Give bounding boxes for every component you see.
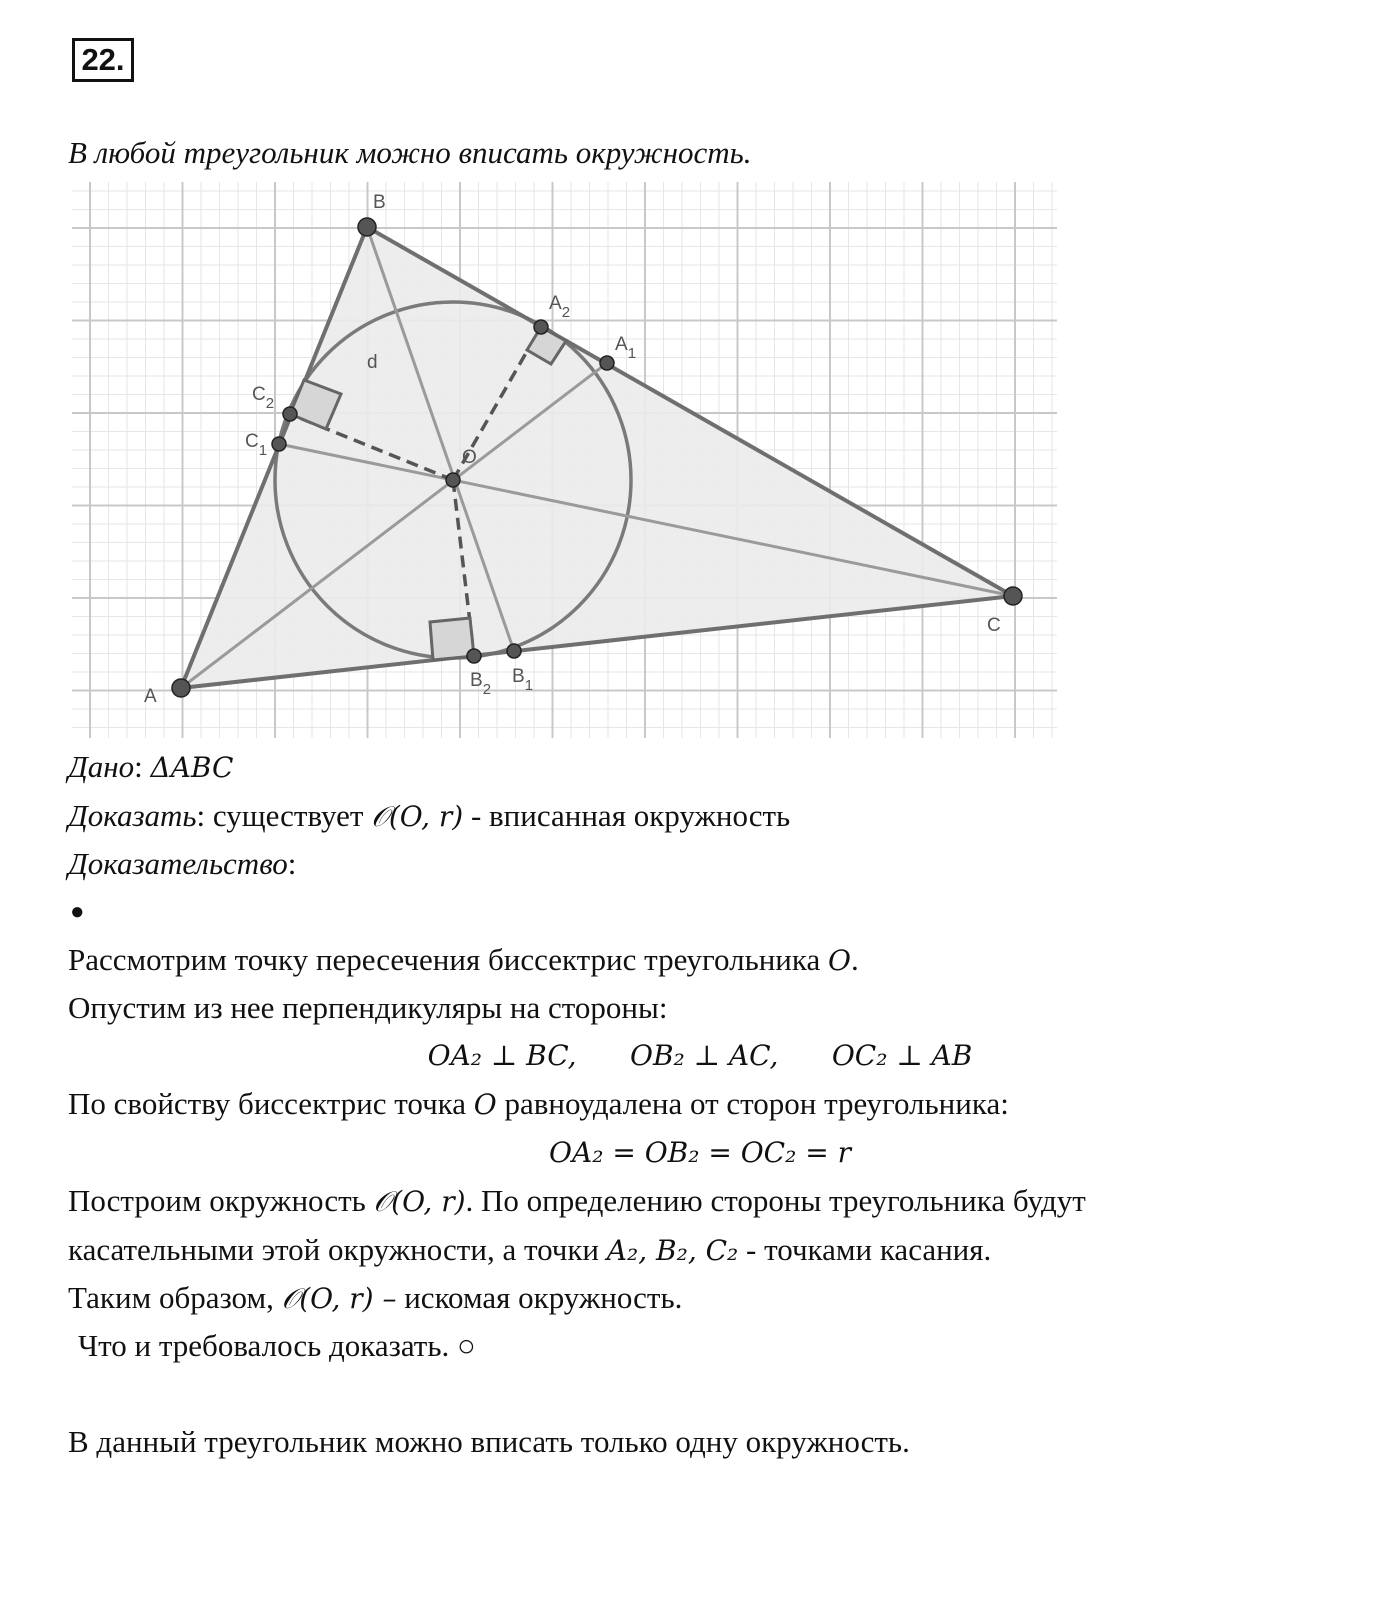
label-c2: $C_2$ xyxy=(252,384,275,412)
point-a1 xyxy=(600,356,614,370)
point-c xyxy=(1004,587,1022,605)
point-b2 xyxy=(467,649,481,663)
triangle-figure xyxy=(72,182,1062,742)
point-o xyxy=(446,473,460,487)
triangle-fill xyxy=(181,227,1013,688)
qed-line: Что и требовалось доказать. ○ xyxy=(78,1328,476,1363)
prove-label: Доказать xyxy=(68,798,197,833)
given-value: ΔABC xyxy=(150,751,234,784)
point-a2 xyxy=(534,320,548,334)
point-a xyxy=(172,679,190,697)
point-b xyxy=(358,218,376,236)
equation-perpendiculars: OA₂ ⊥ BC, OB₂ ⊥ AC, OC₂ ⊥ AB xyxy=(427,1039,973,1072)
label-c1: $C_1$ xyxy=(245,431,268,459)
point-b1 xyxy=(507,644,521,658)
problem-statement: В любой треугольник можно вписать окружность. xyxy=(68,135,752,170)
prove-line: Доказать: существует 𝒪(O, r) - вписанная окружность xyxy=(68,798,791,833)
label-a2: $A_2$ xyxy=(549,293,571,321)
proof-line-5: касательными этой окружности, а точки A₂, B₂, C₂ - точками касания. xyxy=(68,1232,992,1267)
point-c1 xyxy=(272,437,286,451)
label-b2: $B_2$ xyxy=(470,670,492,698)
proof-line-3: По свойству биссектрис точка O равноудалена от сторон треугольника: xyxy=(68,1086,1009,1121)
closing-statement: В данный треугольник можно вписать только одну окружность. xyxy=(68,1424,910,1459)
label-c: C xyxy=(987,615,1001,636)
equation-equal-distances: OA₂ = OB₂ = OC₂ = r xyxy=(549,1136,851,1169)
problem-number: 22. xyxy=(72,38,134,82)
label-a1: $A_1$ xyxy=(615,334,637,362)
proof-heading: Доказательство: xyxy=(68,846,297,881)
label-o: O xyxy=(462,447,477,468)
proof-line-6: Таким образом, 𝒪(O, r) – искомая окружность. xyxy=(68,1280,683,1315)
label-b1: $B_1$ xyxy=(512,666,534,694)
proof-line-1: Рассмотрим точку пересечения биссектрис треугольника O. xyxy=(68,942,859,977)
label-b: B xyxy=(373,192,386,213)
label-d: d xyxy=(367,352,378,373)
proof-line-4: Построим окружность 𝒪(O, r). По определению стороны треугольника будут xyxy=(68,1183,1086,1218)
proof-line-2: Опустим из нее перпендикуляры на стороны: xyxy=(68,990,668,1025)
given-label: Дано xyxy=(68,749,135,784)
label-a: A xyxy=(144,686,157,707)
point-c2 xyxy=(283,407,297,421)
bullet: ● xyxy=(70,899,85,925)
given-line: Дано: ΔABC xyxy=(68,749,234,784)
